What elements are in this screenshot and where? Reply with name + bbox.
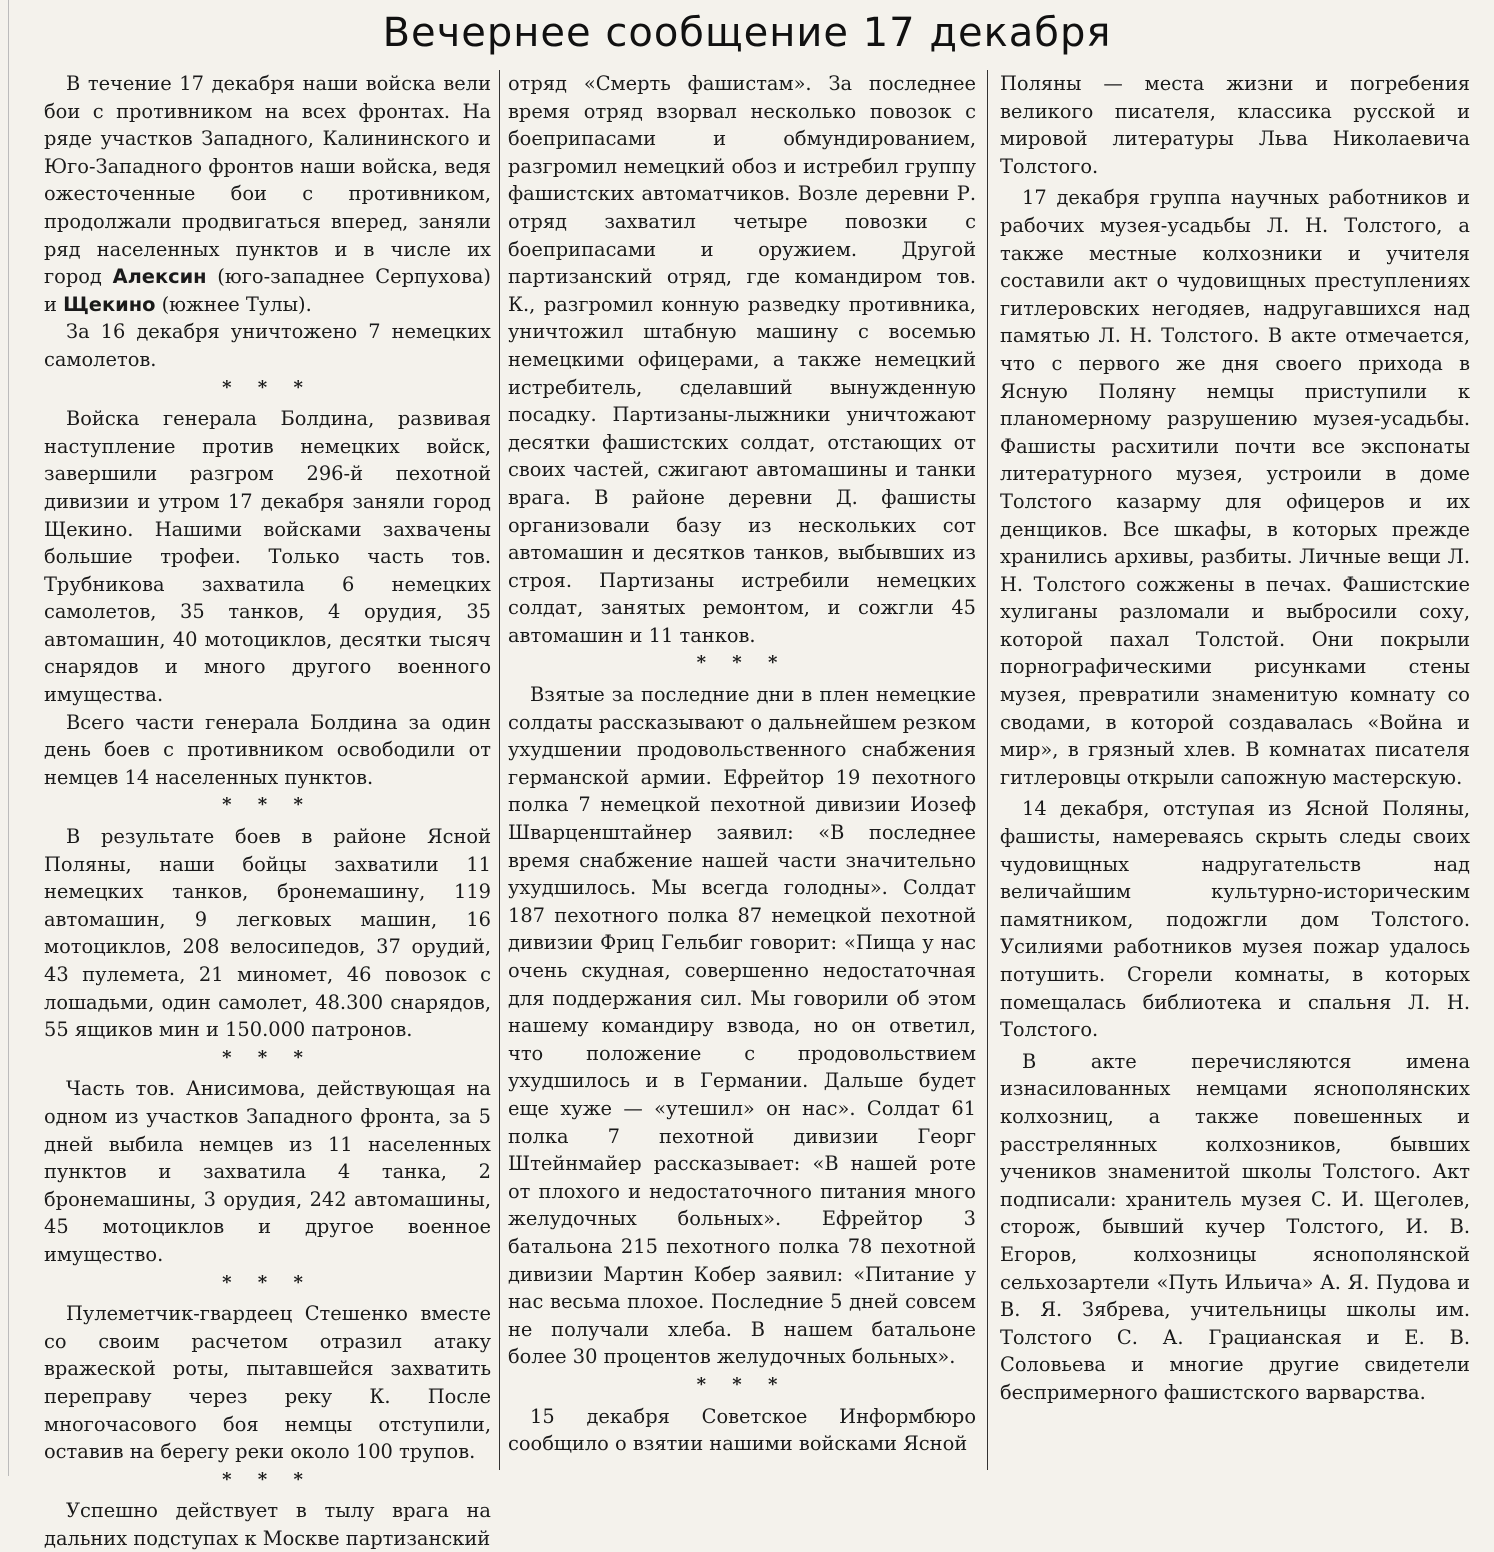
headline: Вечернее сообщение 17 декабря xyxy=(382,10,1112,56)
paragraph: Пулеметчик-гвардеец Стешенко вместе со своим расчетом отразил атаку вражеской роты, пытавшейся захватить переправу через реку К. После многочасового боя немцы отступили, оставив на берегу реки около 100 трупов. xyxy=(44,1302,491,1464)
column-1 xyxy=(44,70,491,1550)
separator-stars: * * * xyxy=(222,794,313,816)
paragraph: Всего части генерала Болдина за один день боев с противником освободили от немцев 14 населенных пунктов. xyxy=(44,710,491,789)
column-rule xyxy=(499,70,500,1470)
text: (южнее Тулы). xyxy=(155,292,312,316)
paragraph xyxy=(44,70,491,318)
city-aleksin: Алексин xyxy=(112,265,207,289)
paragraph: 15 декабря Советское Информбюро сообщило о взятии нашими войсками Ясной xyxy=(508,1404,976,1456)
paragraph: отряд «Смерть фашистам». За последнее время отряд взорвал несколько повозок с боеприпасами и обмундированием, разгромил немецкий обоз и истребил группу фашистских автоматчиков. Возле деревни Р. отряд захватил четыре повозки с боеприпасами и оружием. Другой партизанский отряд, где командиром тов. К., разгромил конную разведку противника, уничтожил штабную машину с восемью немецкими офицерами, а также немецкий истребитель, сделавший вынужденную посадку. Партизаны-лыжники уничтожают десятки фашистских солдат, отстающих от своих частей, сжигают автомашины и танки врага. В районе деревни Д. фашисты организовали базу из нескольких сот автомашин и десятков танков, выбывших из строя. Партизаны истребили немецких солдат, занятых ремонтом, и сожгли 45 автомашин и 11 танков. xyxy=(508,72,976,647)
paragraph: За 16 декабря уничтожено 7 немецких самолетов. xyxy=(44,320,491,371)
separator-stars: * * * xyxy=(222,1271,313,1293)
separator-stars: * * * xyxy=(222,1046,313,1068)
separator-stars: * * * xyxy=(222,1468,313,1490)
text: (юго-западнее Серпухова) и xyxy=(44,265,491,316)
paragraph: Часть тов. Анисимова, действующая на одном из участков Западного фронта, за 5 дней выбила немцев из 11 населенных пунктов и захватила 4 танка, 2 бронемашины, 3 орудия, 242 автомашины, 45 мотоциклов и другое военное имущество. xyxy=(44,1077,491,1266)
separator-stars: * * * xyxy=(222,376,313,398)
page-edge xyxy=(8,0,9,1476)
column-3 xyxy=(1000,70,1470,1470)
column-2 xyxy=(508,70,976,1470)
separator-stars: * * * xyxy=(696,652,788,674)
paragraph: В акте перечисляются имена изнасилованных немцами яснополянских колхозниц, а также повешенных и расстрелянных колхозников, бывших учеников знаменитой школы Толстого. Акт подписали: хранитель музея С. И. Щеголев, сторож, бывший кучер Толстого, И. В. Егоров, колхозницы яснополянской сельхозартели «Путь Ильича» А. Я. Пудова и В. Я. Зябрева, учительницы школы им. Толстого С. А. Грацианская и Е. В. Соловьева и многие другие свидетели беспримерного фашистского варварства. xyxy=(1000,1049,1470,1404)
paragraph: Успешно действует в тылу врага на дальних подступах к Москве партизанский xyxy=(44,1499,491,1550)
paragraph: В результате боев в районе Ясной Поляны, наши бойцы захватили 11 немецких танков, бронемашину, 119 автомашин, 9 легковых машин, 16 мотоциклов, 208 велосипедов, 37 орудий, 43 пулемета, 21 миномет, 46 повозок с лошадьми, один самолет, 48.300 снарядов, 55 ящиков мин и 150.000 патронов. xyxy=(44,825,491,1042)
column-rule xyxy=(987,70,988,1470)
separator-stars: * * * xyxy=(696,1373,788,1395)
city-shchekino: Щекино xyxy=(63,292,156,316)
paragraph: Взятые за последние дни в плен немецкие солдаты рассказывают о дальнейшем резком ухудшении продовольственного снабжения германской армии. Ефрейтор 19 пехотного полка 7 немецкой пехотной дивизии Иозеф Шварценштайнер заявил: «В последнее время снабжение нашей части значительно ухудшилось. Мы всегда голодны». Солдат 187 пехотного полка 87 немецкой пехотной дивизии Фриц Гельбиг говорит: «Пища у нас очень скудная, совершенно недостаточная для поддержания сил. Мы говорили об этом нашему командиру взвода, но он ответил, что положение с продовольствием ухудшилось и в Германии. Дальше будет еще хуже — «утешил» он нас». Солдат 61 полка 7 пехотной дивизии Георг Штейнмайер рассказывает: «В нашей роте от плохого и недостаточного питания много желудочных больных». Ефрейтор 3 батальона 215 пехотного полка 78 пехотной дивизии Мартин Кобер заявил: «Питание у нас весьма плохое. Последние 5 дней совсем не получали хлеба. В нашем батальоне более 30 процентов желудочных больных». xyxy=(508,683,976,1369)
paragraph: Поляны — места жизни и погребения великого писателя, классика русской и мировой литературы Льва Николаевича Толстого. xyxy=(1000,72,1470,178)
paragraph: 14 декабря, отступая из Ясной Поляны, фашисты, намереваясь скрыть следы своих чудовищных надругательств над величайшим культурно-историческим памятником, подожгли дом Толстого. Усилиями работников музея пожар удалось потушить. Сгорели комнаты, в которых помещалась библиотека и спальня Л. Н. Толстого. xyxy=(1000,797,1470,1042)
paragraph: 17 декабря группа научных работников и рабочих музея-усадьбы Л. Н. Толстого, а также местные колхозники и учителя составили акт о чудовищных преступлениях гитлеровских негодяев, надругавшихся над памятью Л. Н. Толстого. В акте отмечается, что с первого же дня своего прихода в Ясную Поляну немцы приступили к планомерному разрушению музея-усадьбы. Фашисты расхитили почти все экспонаты литературного музея, устроили в доме Толстого казарму для офицеров и их денщиков. Все шкафы, в которых прежде хранились архивы, разбиты. Личные вещи Л. Н. Толстого сожжены в печах. Фашистские хулиганы разломали и выбросили соху, которой пахал Толстой. Они покрыли порнографическими рисунками стены музея, превратили знаменитую комнату со сводами, в которой создавалась «Война и мир», в грязный хлев. В комнатах писателя гитлеровцы открыли сапожную мастерскую. xyxy=(1000,186,1470,789)
paragraph: Войска генерала Болдина, развивая наступление против немецких войск, завершили разгром 296-й пехотной дивизии и утром 17 декабря заняли город Щекино. Нашими войсками захвачены большие трофеи. Только часть тов. Трубникова захватила 6 немецких самолетов, 35 танков, 4 орудия, 35 автомашин, 40 мотоциклов, десятки тысяч снарядов и много другого военного имущества. xyxy=(44,407,491,707)
text: В течение 17 декабря наши войска вели бои с противником на всех фронтах. На ряде участков Западного, Калининского и Юго-Западного фронтов наши войска, ведя ожесточенные бои с противником, продолжали продвигаться вперед, заняли ряд населенных пунктов и в числе их город xyxy=(44,72,491,289)
